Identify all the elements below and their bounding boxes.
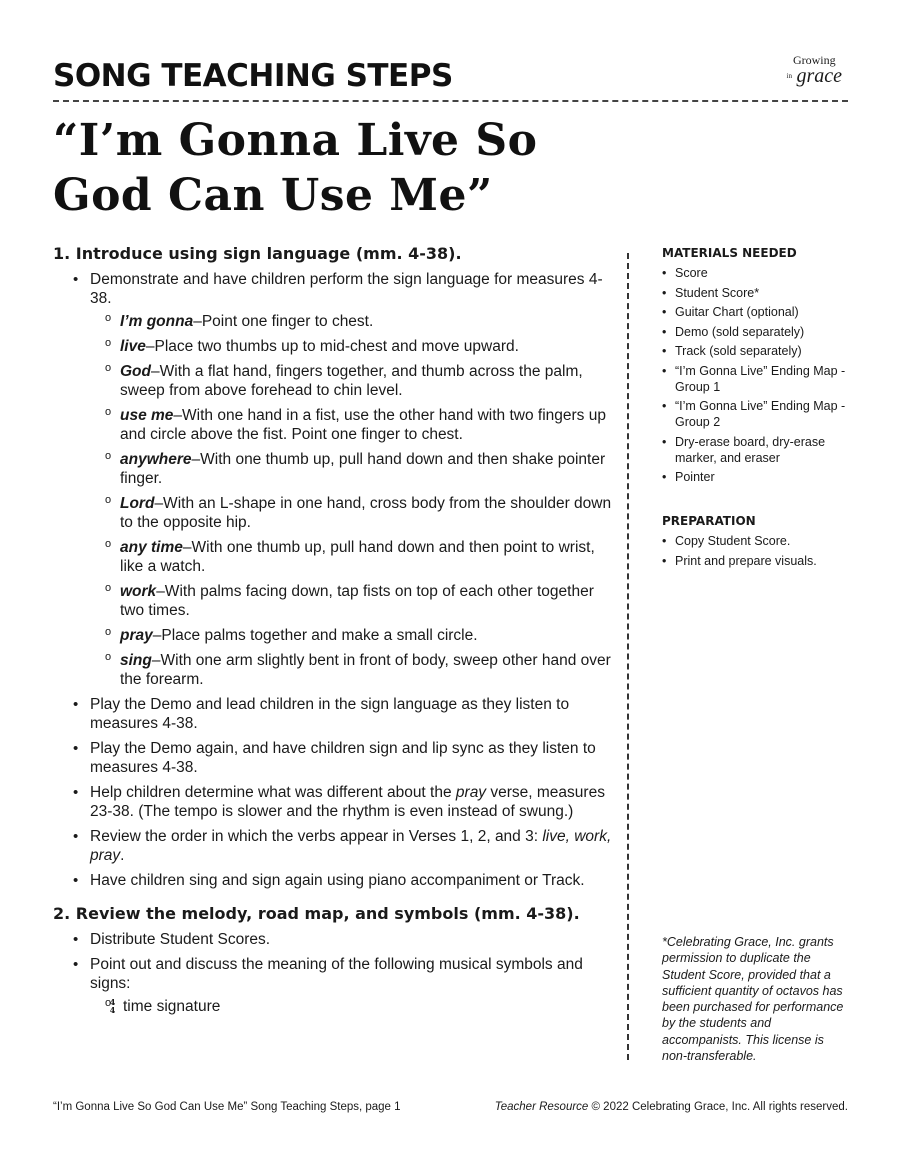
preparation-list: [662, 533, 852, 569]
list-item: • Distribute Student Scores.: [53, 930, 613, 949]
sign-item: o Lord–With an L-shape in one hand, cross body from the shoulder down to the opposite hip.: [88, 494, 613, 532]
circle-bullet-icon: o: [105, 337, 112, 349]
preparation-heading: PREPARATION: [662, 514, 756, 528]
list-item: • Print and prepare visuals.: [662, 553, 852, 569]
list-item: • Track (sold separately): [662, 343, 852, 359]
section-1-intro: Demonstrate and have children perform the sign language for measures 4-38.: [90, 271, 603, 307]
main-column: [53, 244, 613, 1022]
circle-bullet-icon: o: [105, 494, 112, 506]
sign-item: o anywhere–With one thumb up, pull hand down and then shake pointer finger.: [88, 450, 613, 488]
footer-copyright: Teacher Resource © 2022 Celebrating Grace, Inc. All rights reserved.: [494, 1101, 848, 1113]
list-item: • Pointer: [662, 469, 852, 485]
growing-in-grace-logo: [787, 54, 842, 86]
list-item: • Review the order in which the verbs appear in Verses 1, 2, and 3: live, work, pray.: [53, 827, 613, 865]
list-item: • Guitar Chart (optional): [662, 304, 852, 320]
column-divider: [627, 253, 629, 1060]
song-title-line-1: “I’m Gonna Live So: [53, 115, 538, 166]
circle-bullet-icon: o: [105, 582, 112, 594]
song-title: [53, 113, 613, 223]
preparation: [662, 513, 852, 572]
header-dashed-rule: [53, 100, 848, 102]
list-item: [53, 270, 613, 689]
logo-word-in: in: [786, 71, 792, 80]
list-item: • Play the Demo and lead children in the sign language as they listen to measures 4-38.: [53, 695, 613, 733]
list-item: • Point out and discuss the meaning of the following musical symbols and signs: o 4 4 time signature: [53, 955, 613, 1016]
section-1-heading: 1. Introduce using sign language (mm. 4-38).: [53, 244, 462, 263]
sign-item: o any time–With one thumb up, pull hand down and then point to wrist, like a watch.: [88, 538, 613, 576]
circle-bullet-icon: o: [105, 997, 112, 1009]
section-2-list: [53, 930, 613, 1016]
song-title-line-2: God Can Use Me”: [53, 170, 493, 221]
section-1-list: [53, 270, 613, 890]
license-note: *Celebrating Grace, Inc. grants permission to duplicate the Student Score, provided that a sufficient quantity of octavos has been purchased for performance by the students and accompanists. This license is non-transferable.: [662, 935, 844, 1064]
section-2-heading: 2. Review the melody, road map, and symbols (mm. 4-38).: [53, 904, 580, 923]
circle-bullet-icon: o: [105, 651, 112, 663]
sign-item: o work–With palms facing down, tap fists on top of each other together two times.: [88, 582, 613, 620]
footer-page-label: “I’m Gonna Live So God Can Use Me” Song Teaching Steps, page 1: [53, 1101, 401, 1113]
list-item: • Help children determine what was different about the pray verse, measures 23-38. (The tempo is slower and the rhythm is even instead of swung.): [53, 783, 613, 821]
sign-item: o God–With a flat hand, fingers together, and thumb across the palm, sweep from above forehead to chin level.: [88, 362, 613, 400]
sign-item: o sing–With one arm slightly bent in front of body, sweep other hand over the forearm.: [88, 651, 613, 689]
list-item: • “I’m Gonna Live” Ending Map - Group 1: [662, 363, 852, 395]
sign-item: o use me–With one hand in a fist, use the other hand with two fingers up and circle above the fist. Point one finger to chest.: [88, 406, 613, 444]
logo-word-growing: Growing: [792, 53, 836, 67]
materials-heading: MATERIALS NEEDED: [662, 246, 797, 260]
sign-item: o pray–Place palms together and make a small circle.: [88, 626, 613, 645]
circle-bullet-icon: o: [105, 362, 112, 374]
circle-bullet-icon: o: [105, 626, 112, 638]
logo-word-grace: grace: [796, 65, 842, 87]
circle-bullet-icon: o: [105, 406, 112, 418]
list-item: • Dry-erase board, dry-erase marker, and eraser: [662, 434, 852, 466]
materials-needed: [662, 245, 852, 489]
sign-item: o live–Place two thumbs up to mid-chest and move upward.: [88, 337, 613, 356]
list-item: • Score: [662, 265, 852, 281]
list-item: • “I’m Gonna Live” Ending Map - Group 2: [662, 398, 852, 430]
list-item: • Play the Demo again, and have children sign and lip sync as they listen to measures 4-38.: [53, 739, 613, 777]
header-title: SONG TEACHING STEPS: [53, 58, 453, 94]
materials-list: [662, 265, 852, 485]
list-item: • Demo (sold separately): [662, 324, 852, 340]
list-item: • Have children sing and sign again using piano accompaniment or Track.: [53, 871, 613, 890]
circle-bullet-icon: o: [105, 312, 112, 324]
list-item: • Copy Student Score.: [662, 533, 852, 549]
symbol-list: [88, 997, 613, 1016]
circle-bullet-icon: o: [105, 450, 112, 462]
symbol-item: o 4 4 time signature: [88, 997, 613, 1016]
circle-bullet-icon: o: [105, 538, 112, 550]
sign-list: [88, 312, 613, 689]
page-header: [53, 53, 848, 94]
list-item: • Student Score*: [662, 285, 852, 301]
sign-item: o I’m gonna–Point one finger to chest.: [88, 312, 613, 331]
